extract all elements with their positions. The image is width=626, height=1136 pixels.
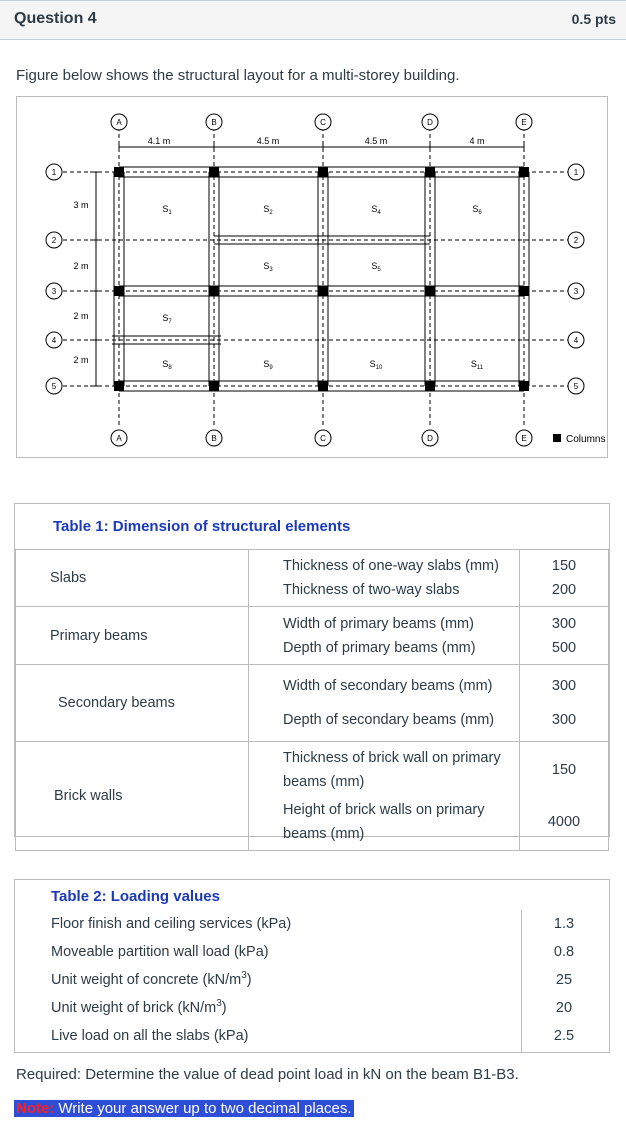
note <box>14 1098 354 1120</box>
group-secondary-beams: Secondary beams <box>16 665 249 742</box>
row-desc: Height of brick walls on primary beams (mm) <box>283 802 485 842</box>
grid-c-bottom: C <box>320 434 326 443</box>
table-1-title: Table 1: Dimension of structural elements <box>53 518 351 535</box>
grid-a-bottom: A <box>116 434 122 443</box>
grid-3-right: 3 <box>573 287 579 296</box>
dim-23: 2 m <box>73 261 89 271</box>
columns <box>114 167 529 391</box>
group-primary-beams: Primary beams <box>16 607 249 665</box>
group-slabs: Slabs <box>16 550 249 607</box>
row-val: 300 <box>551 615 577 632</box>
grid-c-top: C <box>320 118 326 127</box>
slab-s3: $S_3$ <box>263 261 273 273</box>
slab-s1: $S_1$ <box>162 204 172 216</box>
row-grid-bubbles <box>46 164 584 394</box>
table-1-container <box>14 503 610 842</box>
grid-2-right: 2 <box>573 236 579 245</box>
dim-cd: 4.5 m <box>364 136 388 146</box>
dim-ab: 4.1 m <box>147 136 171 146</box>
legend-columns-label: Columns <box>566 434 606 445</box>
required-statement: Required: Determine the value of dead point load in kN on the beam B1-B3. <box>16 1066 519 1083</box>
dimensions-table <box>15 549 609 851</box>
row-val: 300 <box>551 712 577 728</box>
list-item-value: 20 <box>555 1000 573 1016</box>
left-dimension-line <box>90 172 102 386</box>
grid-4-left: 4 <box>51 336 57 345</box>
note-text: Write your answer up to two decimal places. <box>58 1100 352 1117</box>
slab-s4: $S_4$ <box>371 204 381 216</box>
grid-5-left: 5 <box>51 382 57 391</box>
list-item: Floor finish and ceiling services (kPa) <box>51 916 292 932</box>
list-item-value: 0.8 <box>553 944 575 960</box>
group-brick-walls: Brick walls <box>16 742 249 851</box>
slab-s10: $S_{10}$ <box>369 359 383 371</box>
question-header <box>0 0 626 40</box>
table-2-divider <box>521 910 522 1052</box>
list-item: Live load on all the slabs (kPa) <box>51 1028 249 1044</box>
table-row <box>16 550 609 607</box>
dim-12: 3 m <box>73 200 89 210</box>
layout-drawing <box>17 97 607 457</box>
grid-a-top: A <box>116 118 122 127</box>
row-desc: Thickness of brick wall on primary beams (mm) <box>283 750 501 790</box>
grid-1-right: 1 <box>573 168 579 177</box>
row-val: 4000 <box>547 814 581 830</box>
slab-s2: $S_2$ <box>263 204 273 216</box>
list-item-value: 1.3 <box>553 916 575 932</box>
row-desc: Depth of secondary beams (mm) <box>283 712 495 728</box>
dimension-labels <box>73 136 484 365</box>
dim-34: 2 m <box>73 311 89 321</box>
grid-e-top: E <box>521 118 527 127</box>
grid-d-bottom: D <box>427 434 433 443</box>
row-desc: Width of primary beams (mm) <box>283 615 474 632</box>
row-desc: Thickness of two-way slabs <box>283 582 460 598</box>
table-2-title: Table 2: Loading values <box>51 888 220 905</box>
dim-bc: 4.5 m <box>256 136 280 146</box>
row-val: 150 <box>551 762 577 778</box>
question-title: Question 4 <box>14 10 97 27</box>
beams <box>112 167 529 391</box>
list-item-value: 25 <box>555 972 573 988</box>
top-dimension-line <box>119 142 524 152</box>
dim-de: 4 m <box>469 136 485 146</box>
grid-1-left: 1 <box>51 168 57 177</box>
list-item: Moveable partition wall load (kPa) <box>51 944 269 960</box>
row-desc: Depth of primary beams (mm) <box>283 639 476 656</box>
grid-e-bottom: E <box>521 434 527 443</box>
row-val: 500 <box>551 639 577 656</box>
list-item: Unit weight of concrete $(kN/m^3)$ <box>51 970 252 988</box>
slab-s8: $S_8$ <box>162 359 172 371</box>
grid-5-right: 5 <box>573 382 579 391</box>
row-val: 300 <box>551 678 577 694</box>
table-row <box>16 607 609 665</box>
row-val: 200 <box>551 582 577 598</box>
grid-b-bottom: B <box>211 434 217 443</box>
grid-4-right: 4 <box>573 336 579 345</box>
row-desc: Thickness of one-way slabs (mm) <box>283 558 499 574</box>
grid-b-top: B <box>211 118 217 127</box>
table-row <box>16 742 609 851</box>
list-item-value: 2.5 <box>553 1028 575 1044</box>
slab-s9: $S_9$ <box>263 359 273 371</box>
gridlines <box>63 127 568 425</box>
slab-s7: $S_7$ <box>162 313 172 325</box>
legend-column-swatch <box>553 434 561 442</box>
row-val: 150 <box>551 558 577 574</box>
note-label: Note: <box>16 1100 55 1117</box>
dim-45: 2 m <box>73 355 89 365</box>
grid-2-left: 2 <box>51 236 57 245</box>
structural-layout-figure <box>16 96 608 458</box>
column-grid-bubbles <box>111 114 532 446</box>
question-points: 0.5 pts <box>571 11 616 27</box>
table-2-container <box>14 879 610 1053</box>
table-row <box>16 665 609 742</box>
list-item: Unit weight of brick $(kN/m^3)$ <box>51 998 227 1016</box>
grid-d-top: D <box>427 118 433 127</box>
slab-s6: $S_6$ <box>472 204 482 216</box>
question-intro: Figure below shows the structural layout for a multi-storey building. <box>16 67 460 84</box>
slab-s5: $S_5$ <box>371 261 381 273</box>
slab-s11: $S_{11}$ <box>470 359 484 371</box>
grid-3-left: 3 <box>51 287 57 296</box>
row-desc: Width of secondary beams (mm) <box>283 678 493 694</box>
